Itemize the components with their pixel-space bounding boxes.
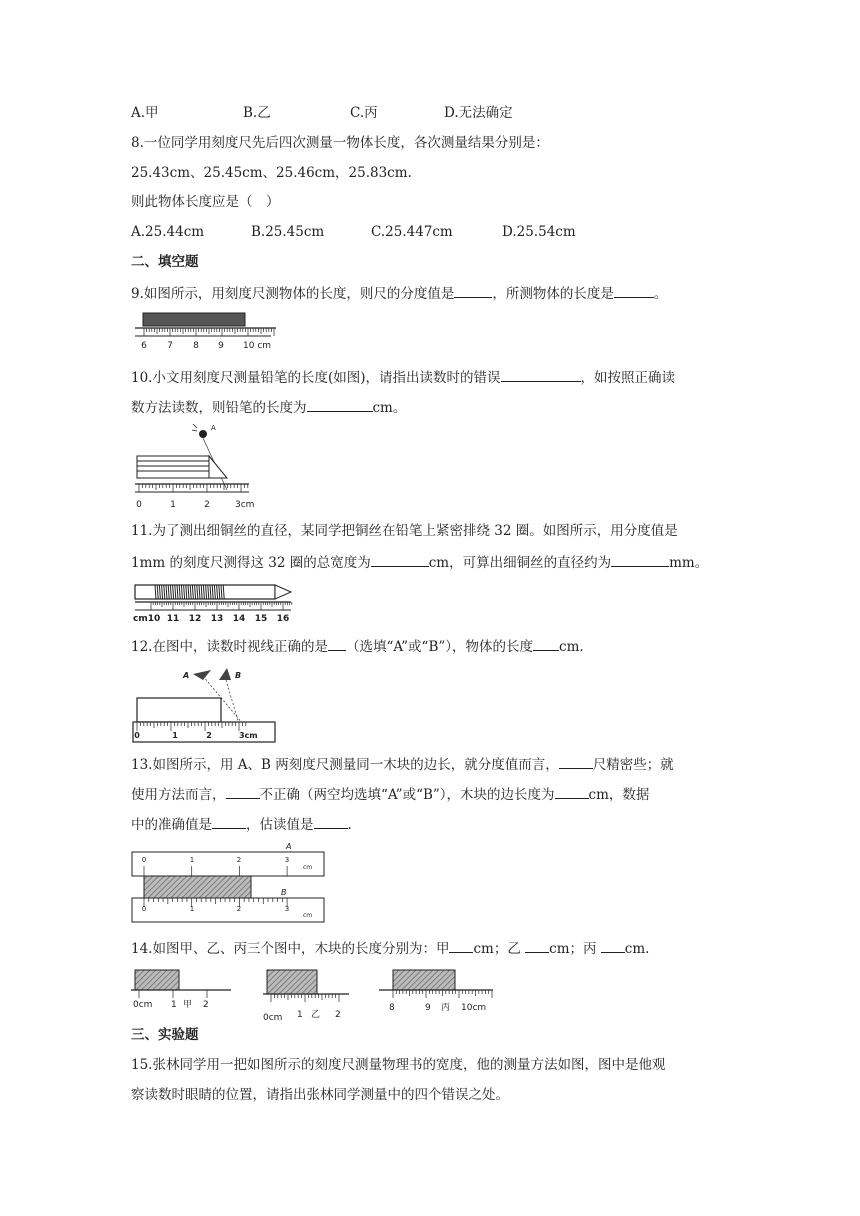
q10-eye (199, 430, 207, 438)
q9-tick-10: 10 cm (243, 341, 272, 351)
q14-part4: cm. (624, 941, 650, 957)
q13-line1-part1: 13.如图所示，用 A、B 两刻度尺测量同一木块的边长，就分度值而言， (131, 757, 559, 773)
q10-pencil-tip (209, 456, 227, 478)
q10-line1-part1: 10.小文用刻度尺测量铅笔的长度(如图)，请指出读数时的错误 (131, 370, 501, 386)
q13-ruler-b-label: B (281, 888, 287, 897)
q13-blank-4[interactable] (212, 814, 246, 829)
q11-line2 (131, 552, 708, 572)
q9-blank-2[interactable] (614, 283, 654, 298)
q14-fig3-tick-8: 8 (389, 1003, 395, 1013)
q11-tick-15: 15 (254, 614, 268, 624)
q7-option-b: B.乙 (243, 105, 271, 121)
q8-option-b: B.25.45cm (251, 224, 325, 240)
section-fill-blank-heading: 二、填空题 (131, 254, 199, 270)
q12-tick-0: 0 (134, 731, 140, 740)
q10-pencil-body (137, 471, 209, 478)
q13-two-rulers-figure (131, 841, 327, 927)
q12-tick-2: 2 (206, 731, 212, 740)
q14-fig3-caption: 丙 (441, 1003, 451, 1013)
q13-ruler-a-tick-3: 3 (284, 856, 290, 864)
q9-tick-8: 8 (193, 341, 199, 351)
q13-ruler-a-unit: cm (303, 864, 313, 871)
q10-blank-1[interactable] (501, 367, 581, 382)
q12-eye-a (193, 670, 211, 680)
q13-blank-2[interactable] (226, 784, 260, 799)
q14-fig3-tick-10: 10cm (461, 1003, 487, 1013)
q10-tick-1: 1 (170, 500, 176, 510)
q11-tick-10: cm10 (133, 614, 161, 624)
q10-line2 (131, 397, 406, 417)
q8-option-a: A.25.44cm (131, 224, 205, 240)
q9-tick-7: 7 (167, 341, 173, 351)
q13-ruler-b-tick-2: 2 (236, 905, 242, 913)
q12-part2: （选填“A”或“B”），物体的长度 (345, 639, 534, 655)
q9-part3: 。 (653, 286, 668, 302)
q15-line1: 15.张林同学用一把如图所示的刻度尺测量物理书的宽度，他的测量方法如图，图中是他观 (131, 1057, 666, 1073)
q13-line2-part3: cm，数据 (588, 787, 650, 803)
q13-ruler-b-tick-3: 3 (284, 905, 290, 913)
q14-blank-1[interactable] (449, 938, 473, 953)
q14-fig2-caption: 乙 (311, 1010, 321, 1020)
q8-option-d: D.25.54cm (502, 224, 576, 240)
q14-fig2-tick-0: 0cm (263, 1013, 283, 1023)
q10-pencil-stripe-1 (137, 456, 209, 461)
q13-ruler-b-tick-1: 1 (189, 905, 195, 913)
q13-blank-1[interactable] (559, 754, 593, 769)
q10-pencil-stripe-3 (137, 466, 209, 471)
q12-blank-1[interactable] (328, 636, 346, 651)
q11-tick-13: 13 (210, 614, 224, 624)
q11-line1: 11.为了测出细铜丝的直径，某同学把铜丝在铅笔上紧密排绕 32 圈。如图所示，用分度值是 (131, 523, 678, 539)
q10-blank-2[interactable] (307, 397, 373, 412)
q13-ruler-b-tick-0: 0 (141, 905, 147, 913)
q14-part3: cm；丙 (549, 941, 601, 957)
q9-blank-1[interactable] (454, 283, 492, 298)
q14-part2: cm；乙 (473, 941, 526, 957)
q10-tick-0: 0 (136, 500, 142, 510)
q13-blank-5[interactable] (314, 814, 348, 829)
q9-ruler-figure (131, 308, 281, 354)
q13-ruler-a-tick-2: 2 (236, 856, 242, 864)
q11-tick-16: 16 (276, 614, 290, 624)
q13-line2-part1: 使用方法而言， (131, 787, 226, 803)
q9-text (131, 283, 667, 303)
q15-line2: 察读数时眼睛的位置，请指出张林同学测量中的四个错误之处。 (131, 1087, 509, 1103)
q14-fig1-caption: 甲 (183, 1000, 193, 1010)
q8-values: 25.43cm、25.45cm、25.46cm，25.83cm. (131, 165, 412, 181)
q9-measured-object (143, 313, 245, 326)
q10-line2-part2: cm。 (372, 400, 407, 416)
q7-option-d: D.无法确定 (444, 105, 513, 121)
q8-stem: 8.一位同学用刻度尺先后四次测量一物体长度，各次测量结果分别是： (131, 135, 549, 151)
q7-option-c: C.丙 (350, 105, 378, 121)
q13-line3 (131, 814, 352, 834)
q13-ruler-b-unit: cm (303, 912, 313, 919)
q12-part3: cm. (559, 639, 584, 655)
q13-line3-part3: . (347, 817, 352, 833)
q8-option-c: C.25.447cm (371, 224, 453, 240)
q11-blank-1[interactable] (371, 552, 429, 567)
q10-pencil-figure (131, 420, 271, 512)
q7-option-a: A.甲 (131, 105, 159, 121)
q10-pencil-stripe-2 (137, 461, 209, 466)
q8-ask: 则此物体长度应是（ ） (131, 194, 280, 210)
q13-line2-part2: 不正确（两空均选填“A”或“B”），木块的边长度为 (259, 787, 555, 803)
q14-fig1-block (135, 970, 179, 990)
q11-pencil-tip (275, 585, 291, 599)
q13-line3-part1: 中的准确值是 (131, 817, 212, 833)
q12-tick-3: 3cm (239, 731, 258, 740)
q13-ruler-a (132, 852, 324, 876)
q13-ruler-b (132, 898, 324, 922)
q10-tick-3: 3cm (235, 500, 255, 510)
q11-blank-2[interactable] (611, 552, 669, 567)
q14-fig3-tick-9: 9 (425, 1003, 431, 1013)
q12-part1: 12.在图中，读数时视线正确的是 (131, 639, 328, 655)
q11-line2-part2: cm，可算出细铜丝的直径约为 (428, 555, 612, 571)
q14-blank-3[interactable] (601, 938, 625, 953)
q12-tick-1: 1 (172, 731, 178, 740)
q14-fig1-tick-1: 1 (171, 1000, 177, 1010)
q9-tick-9: 9 (218, 341, 224, 351)
q12-measured-object (137, 698, 221, 722)
q14-fig2-tick-1: 1 (297, 1010, 303, 1020)
q11-tick-14: 14 (232, 614, 246, 624)
q11-tick-12: 12 (188, 614, 202, 624)
q13-line1-part2: 尺精密些；就 (592, 757, 674, 773)
q9-part1: 9.如图所示，用刻度尺测物体的长度，则尺的分度值是 (131, 286, 455, 302)
q14-fig1-tick-2: 2 (203, 1000, 209, 1010)
q14-text (131, 938, 649, 958)
q11-coil-figure (131, 578, 296, 624)
q10-line2-part1: 数方法读数，则铅笔的长度为 (131, 400, 307, 416)
q13-line1 (131, 754, 674, 774)
q10-line1-part2: ，如按照正确读 (580, 370, 676, 386)
q12-label-a: A (183, 671, 190, 680)
q10-line1 (131, 367, 675, 387)
q10-eye-label: A (211, 424, 216, 432)
q9-tick-6: 6 (141, 341, 147, 351)
section-experiment-heading: 三、实验题 (131, 1027, 199, 1043)
q14-part1: 14.如图甲、乙、丙三个图中，木块的长度分别为：甲 (131, 941, 450, 957)
q11-line2-part3: mm。 (669, 555, 709, 571)
q12-sightline-figure (131, 662, 279, 746)
q13-line3-part2: ，估读值是 (246, 817, 314, 833)
q12-blank-2[interactable] (533, 636, 559, 651)
q13-ruler-a-label: A (286, 842, 292, 851)
q9-part2: ，所测物体的长度是 (492, 286, 614, 302)
q11-tick-11: 11 (166, 614, 180, 624)
q10-tick-2: 2 (204, 500, 210, 510)
q12-text (131, 636, 584, 656)
q13-ruler-a-tick-1: 1 (189, 856, 195, 864)
q14-blank-2[interactable] (525, 938, 549, 953)
q11-line2-part1: 1mm 的刻度尺测得这 32 圈的总宽度为 (131, 555, 371, 571)
q14-fig3-block (393, 970, 455, 990)
q14-three-figures (131, 966, 495, 1024)
q12-eye-b (219, 668, 231, 680)
q13-ruler-a-tick-0: 0 (141, 856, 147, 864)
q13-blank-3[interactable] (555, 784, 589, 799)
q12-label-b: B (235, 671, 242, 680)
q13-line2 (131, 784, 649, 804)
q14-fig1-tick-0: 0cm (133, 1000, 153, 1010)
q14-fig2-block (267, 970, 317, 994)
q14-fig2-tick-2: 2 (335, 1010, 341, 1020)
q13-wood-block (144, 876, 251, 898)
